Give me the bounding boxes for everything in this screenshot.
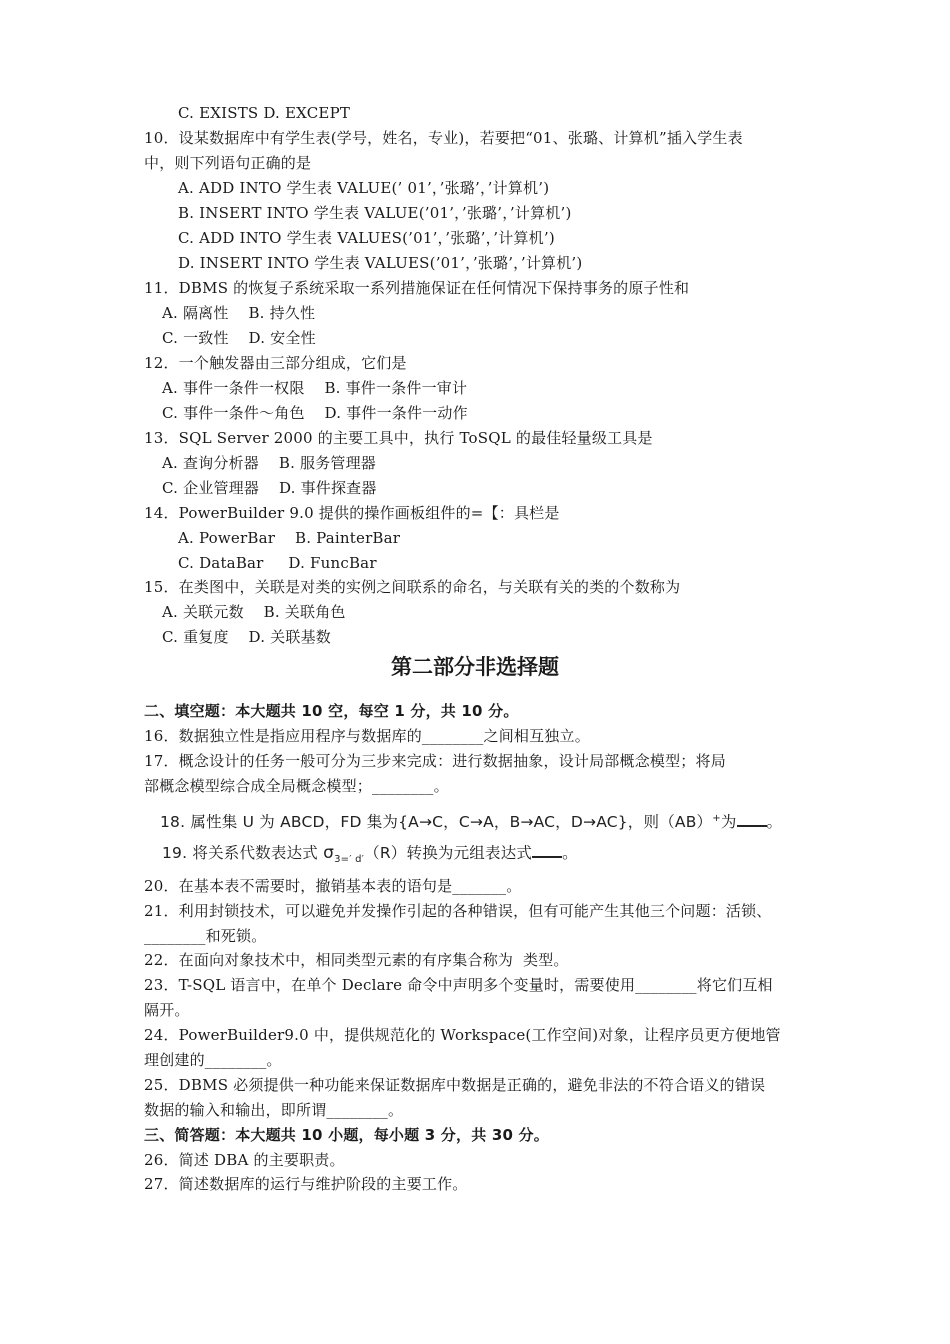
q12-options-cd: C. 事件一条件～角色 D. 事件一条件一动作 bbox=[162, 404, 468, 422]
q19-subscript: 3=′ d′ bbox=[334, 854, 365, 865]
q14-options-ab: A. PowerBar B. PainterBar bbox=[178, 529, 401, 547]
q18-text-b: 为 bbox=[720, 813, 737, 831]
q10-option-c: C. ADD INTO 学生表 VALUES(’01’，’张璐’，’计算机’) bbox=[178, 229, 555, 247]
q27: 27．简述数据库的运行与维护阶段的主要工作。 bbox=[144, 1175, 468, 1193]
section2-heading: 二、填空题：本大题共 10 空，每空 1 分，共 10 分。 bbox=[144, 702, 519, 720]
q24-line1: 24．PowerBuilder9.0 中，提供规范化的 Workspace(工作空间)对象，让程序员更方便地管 bbox=[144, 1026, 781, 1044]
q10-option-d: D. INSERT INTO 学生表 VALUES(’01’，’张璐’，’计算机’) bbox=[178, 254, 583, 272]
q19-text-b: （R）转换为元组表达式 bbox=[364, 844, 533, 862]
q20: 20．在基本表不需要时，撤销基本表的语句是_______。 bbox=[144, 877, 522, 895]
q17-line2: 部概念模型综合成全局概念模型；________。 bbox=[144, 777, 449, 795]
q10-option-b: B. INSERT INTO 学生表 VALUE(’01’，’张璐’，’计算机’) bbox=[178, 204, 572, 222]
q13-options-ab: A. 查询分析器 B. 服务管理器 bbox=[162, 454, 377, 472]
q11-stem: 11．DBMS 的恢复子系统采取一系列措施保证在任何情况下保持事务的原子性和 bbox=[144, 279, 690, 297]
q15-options-ab: A. 关联元数 B. 关联角色 bbox=[162, 603, 346, 621]
q19-period: 。 bbox=[562, 844, 578, 862]
q12-options-ab: A. 事件一条件一权限 B. 事件一条件一审计 bbox=[162, 379, 468, 397]
q18-blank bbox=[737, 811, 767, 827]
q10-stem: 10．设某数据库中有学生表(学号，姓名，专业)，若要把“01、张璐、计算机”插入学生表 bbox=[144, 129, 743, 147]
q21-line1: 21．利用封锁技术，可以避免并发操作引起的各种错误，但有可能产生其他三个问题：活锁、 bbox=[144, 902, 772, 920]
q9-options-cd: C. EXISTS D. EXCEPT bbox=[178, 104, 351, 122]
q15-stem: 15．在类图中，关联是对类的实例之间联系的命名，与关联有关的类的个数称为 bbox=[144, 578, 681, 596]
q23-line2: 隔开。 bbox=[144, 1001, 190, 1019]
q23-line1: 23．T-SQL 语言中，在单个 Declare 命令中声明多个变量时，需要使用________将它们互相 bbox=[144, 976, 773, 994]
q19 bbox=[162, 842, 578, 866]
q17-line1: 17．概念设计的任务一般可分为三步来完成：进行数据抽象，设计局部概念模型；将局 bbox=[144, 752, 726, 770]
q19-blank bbox=[532, 842, 562, 858]
q25-line1: 25．DBMS 必须提供一种功能来保证数据库中数据是正确的，避免非法的不符合语义的错误 bbox=[144, 1076, 766, 1094]
q13-stem: 13．SQL Server 2000 的主要工具中，执行 ToSQL 的最佳轻量级工具是 bbox=[144, 429, 653, 447]
q11-options-cd: C. 一致性 D. 安全性 bbox=[162, 329, 316, 347]
q14-stem: 14．PowerBuilder 9.0 提供的操作画板组件的=【：具栏是 bbox=[144, 504, 560, 522]
q15-options-cd: C. 重复度 D. 关联基数 bbox=[162, 628, 331, 646]
q19-text: 19. 将关系代数表达式 bbox=[162, 844, 318, 862]
q25-line2: 数据的输入和输出，即所谓________。 bbox=[144, 1101, 404, 1119]
sigma-symbol: σ bbox=[323, 843, 335, 863]
q13-options-cd: C. 企业管理器 D. 事件探查器 bbox=[162, 479, 377, 497]
q18-period: 。 bbox=[766, 813, 783, 831]
q22: 22．在面向对象技术中，相同类型元素的有序集合称为 类型。 bbox=[144, 951, 569, 969]
q10-stem-cont: 中，则下列语句正确的是 bbox=[144, 154, 312, 172]
q11-options-ab: A. 隔离性 B. 持久性 bbox=[162, 304, 316, 322]
q18-text: 18. 属性集 U 为 ABCD，FD 集为{A→C，C→A，B→AC，D→AC}，则（AB） bbox=[160, 813, 713, 831]
q10-option-a: A. ADD INTO 学生表 VALUE(’ 01’，’张璐’，’计算机’) bbox=[178, 179, 550, 197]
section3-heading: 三、简答题：本大题共 10 小题，每小题 3 分，共 30 分。 bbox=[144, 1126, 549, 1144]
q26: 26．简述 DBA 的主要职责。 bbox=[144, 1151, 345, 1169]
q24-line2: 理创建的________。 bbox=[144, 1051, 282, 1069]
q21-line2: ________和死锁。 bbox=[144, 927, 267, 945]
part2-title: 第二部分非选择题 bbox=[391, 655, 559, 679]
q18 bbox=[160, 811, 782, 835]
q12-stem: 12．一个触发器由三部分组成，它们是 bbox=[144, 354, 407, 372]
q16: 16．数据独立性是指应用程序与数据库的________之间相互独立。 bbox=[144, 727, 590, 745]
q18-superscript: + bbox=[712, 813, 721, 824]
q14-options-cd: C. DataBar D. FuncBar bbox=[178, 554, 377, 572]
